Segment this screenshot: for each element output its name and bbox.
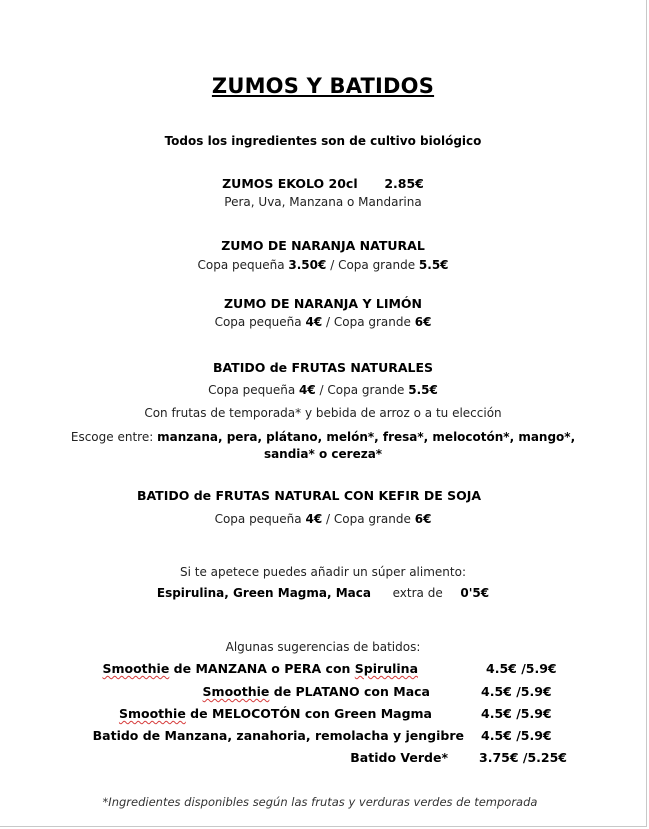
separator: / <box>326 315 331 329</box>
naranja-prices <box>0 258 646 272</box>
large-price: 5.5€ <box>408 383 438 397</box>
batido-prices <box>0 383 646 397</box>
large-label: Copa grande <box>327 383 405 397</box>
batido-note: Con frutas de temporada* y bebida de arroz o a tu elección <box>144 406 502 420</box>
separator: / <box>319 383 324 397</box>
ekolo-description: Pera, Uva, Manzana o Mandarina <box>224 195 422 209</box>
suggestion-name <box>102 661 418 676</box>
ekolo-heading <box>0 176 646 191</box>
ekolo-price: 2.85€ <box>384 176 424 191</box>
suggestion-name <box>203 684 430 699</box>
small-label: Copa pequeña <box>197 258 285 272</box>
superfood-items: Espirulina, Green Magma, Maca <box>156 586 371 600</box>
large-label: Copa grande <box>338 258 416 272</box>
suggestion-price: 4.5€ /5.9€ <box>481 728 552 743</box>
kefir-heading: BATIDO de FRUTAS NATURAL CON KEFIR DE SOJA <box>136 488 482 503</box>
small-label: Copa pequeña <box>214 512 302 526</box>
small-label: Copa pequeña <box>208 383 296 397</box>
suggestion-prefix: Smoothie <box>102 661 170 676</box>
suggestion-price: 4.5€ /5.9€ <box>486 661 557 676</box>
naranja-limon-heading: ZUMO DE NARANJA Y LIMÓN <box>223 296 423 311</box>
large-price: 5.5€ <box>418 258 449 272</box>
suggestion-suffix: Spirulina <box>354 661 418 676</box>
suggestion-name: Batido Verde* <box>350 750 448 765</box>
extra-price: 0'5€ <box>460 586 490 600</box>
batido-heading: BATIDO de FRUTAS NATURALES <box>212 360 434 375</box>
suggestions-intro: Algunas sugerencias de batidos: <box>225 640 421 654</box>
choose-list: manzana, pera, plátano, melón*, fresa*, melocotón*, mango*, <box>157 430 576 444</box>
large-price: 6€ <box>414 315 432 329</box>
suggestion-text: de MANZANA o PERA con <box>169 661 355 676</box>
suggestion-name: Batido de Manzana, zanahoria, remolacha y jengibre <box>92 728 464 743</box>
choose-list-continued: sandia* o cereza* <box>263 447 383 461</box>
small-price: 4€ <box>305 315 323 329</box>
suggestion-price: 4.5€ /5.9€ <box>481 684 552 699</box>
suggestion-prefix: Smoothie <box>118 706 186 721</box>
superfood-line <box>0 586 646 600</box>
separator: / <box>330 258 335 272</box>
small-price: 4€ <box>299 383 316 397</box>
suggestion-text: de PLATANO con Maca <box>269 684 430 699</box>
extra-label: extra de <box>392 586 443 600</box>
suggestion-price: 4.5€ /5.9€ <box>481 706 552 721</box>
batido-choose <box>0 430 646 444</box>
subtitle: Todos los ingredientes son de cultivo biológico <box>164 134 482 148</box>
ekolo-name: ZUMOS EKOLO 20cl <box>222 176 358 191</box>
suggestion-prefix: Smoothie <box>202 684 270 699</box>
large-label: Copa grande <box>333 315 411 329</box>
large-price: 6€ <box>414 512 432 526</box>
naranja-limon-prices <box>0 315 646 329</box>
suggestion-name <box>119 706 432 721</box>
large-label: Copa grande <box>333 512 411 526</box>
suggestion-price: 3.75€ /5.25€ <box>479 750 567 765</box>
kefir-prices <box>0 512 646 526</box>
choose-label: Escoge entre: <box>70 430 154 444</box>
superfood-intro: Si te apetece puedes añadir un súper alimento: <box>179 565 466 579</box>
small-label: Copa pequeña <box>214 315 302 329</box>
small-price: 3.50€ <box>288 258 327 272</box>
naranja-heading: ZUMO DE NARANJA NATURAL <box>221 238 425 253</box>
separator: / <box>326 512 331 526</box>
suggestion-text: de MELOCOTÓN con Green Magma <box>185 706 432 721</box>
footnote: *Ingredientes disponibles según las frutas y verduras verdes de temporada <box>102 795 538 809</box>
page-title: ZUMOS Y BATIDOS <box>211 74 435 98</box>
small-price: 4€ <box>305 512 323 526</box>
